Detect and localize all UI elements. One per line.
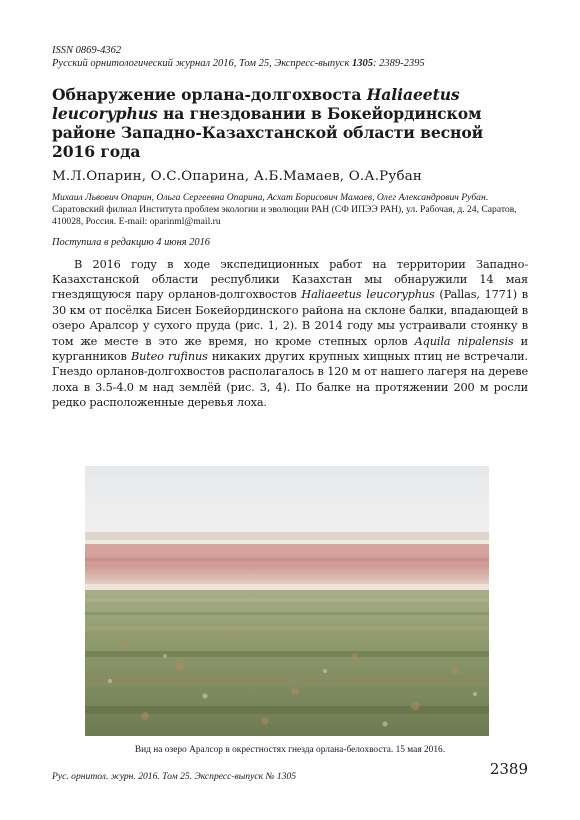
figure-caption: Вид на озеро Аралсор в окрестностях гнезда орлана-белохвоста. 15 мая 2016. [134, 745, 446, 755]
title-latin-name: Haliaeetus leucoryphus [52, 85, 460, 123]
issn: ISSN 0869-4362 [52, 45, 122, 56]
journal-line [52, 57, 528, 70]
page-range: : 2389-2395 [373, 58, 425, 69]
lake-photo [85, 466, 489, 736]
body-paragraph: В 2016 году в ходе экспедиционных работ на территории Западно-Казахстанской области республики Казахстан мы обнаружили 14 мая гнездящуюся пару орланов-долгохвостов Haliaeetus leucoryphus (Pallas, 1771) в 30 км от посёлка Бисен Бокейординского района на склоне балки, впадающей в озеро Аралсор у сухого пруда (рис. 1, 2). В 2014 году мы устраивали стоянку в том же месте в это же время, но кроме степных орлов Aquila nipalensis и курганников Buteo rufinus никаких других крупных хищных птиц не встречали. Гнездо орланов-долгохвостов располагалось в 120 м от нашего лагеря на дереве лоха в 3.5-4.0 м над землёй (рис. 3, 4). По балке на протяжении 200 м росли редко расположенные деревья лоха. [52, 257, 528, 410]
page-number: 2389 [489, 760, 528, 778]
received-date: Поступила в редакцию 4 июня 2016 [52, 236, 210, 248]
footer-journal: Рус. орнитол. журн. 2016. Том 25. Экспресс-выпуск № 1305 [52, 771, 297, 782]
affiliation-address: . Саратовский филиал Института проблем экологии и эволюции РАН (СФ ИПЭЭ РАН), ул. Рабочая, д. 24, Саратов, 410028, Россия. E-mail: oparinml@mail.ru [52, 192, 517, 228]
article-page [52, 44, 528, 422]
journal-name: Русский орнитологический журнал 2016, Том 25, Экспресс-выпуск [52, 58, 352, 69]
article-title: Обнаружение орлана-долгохвоста Haliaeetus leucoryphus на гнездовании в Бокейординском районе Западно-Казахстанской области весной 2016 года [52, 85, 484, 161]
lake-landscape-image [85, 466, 489, 736]
affiliation [52, 192, 528, 229]
author-full-names: Михаил Львович Опарин, Ольга Сергеевна Опарина, Асхат Борисович Мамаев, Олег Александрович Рубан [52, 192, 486, 203]
authors: М.Л.Опарин, О.С.Опарина, А.Б.Мамаев, О.А.Рубан [52, 169, 423, 184]
issue-number: 1305 [352, 58, 373, 69]
